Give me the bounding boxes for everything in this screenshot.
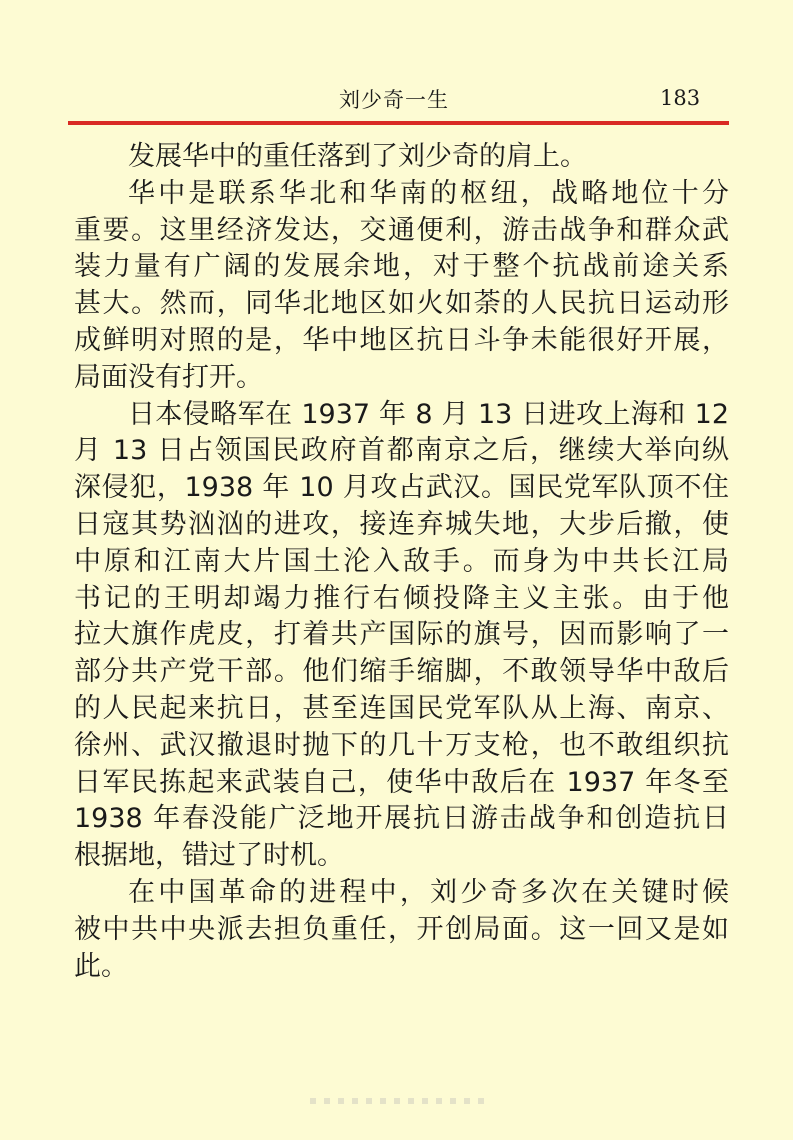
text-line: 日本侵略军在 1937 年 8 月 13 日进攻上海和 12 [128, 398, 729, 430]
body-text [74, 139, 729, 985]
text-line: 拉大旗作虎皮，打着共产国际的旗号，因而影响了一 [74, 619, 729, 651]
text-line: 重要。这里经济发达，交通便利，游击战争和群众武 [74, 214, 729, 246]
text-line: 书记的王明却竭力推行右倾投降主义主张。由于他 [74, 582, 729, 614]
text-line: 日军民拣起来武装自己，使华中敌后在 1937 年冬至 [74, 766, 729, 798]
footer-smudge [310, 1098, 490, 1104]
text-line: 成鲜明对照的是，华中地区抗日斗争未能很好开展， [74, 324, 729, 356]
text-line: 徐州、武汉撤退时抛下的几十万支枪，也不敢组织抗 [74, 729, 729, 761]
text-line: 被中共中央派去担负重任，开创局面。这一回又是如 [74, 913, 729, 945]
text-line: 甚大。然而，同华北地区如火如荼的人民抗日运动形 [74, 288, 729, 320]
text-line: 部分共产党干部。他们缩手缩脚，不敢领导华中敌后 [74, 656, 729, 688]
text-line: 发展华中的重任落到了刘少奇的肩上。 [128, 141, 587, 172]
text-line: 深侵犯，1938 年 10 月攻占武汉。国民党军队顶不住 [74, 472, 729, 504]
header-rule [68, 121, 729, 125]
text-line: 1938 年春没能广泛地开展抗日游击战争和创造抗日 [74, 803, 729, 835]
text-line: 根据地，错过了时机。 [74, 840, 344, 872]
text-line: 华中是联系华北和华南的枢纽，战略地位十分 [128, 177, 729, 209]
text-line: 此。 [74, 950, 128, 982]
running-header-title: 刘少奇一生 [339, 88, 449, 112]
text-line: 日寇其势汹汹的进攻，接连弃城失地，大步后撤，使 [74, 508, 729, 540]
page-number: 183 [660, 86, 701, 110]
text-line: 局面没有打开。 [74, 361, 263, 393]
text-line: 的人民起来抗日，甚至连国民党军队从上海、南京、 [74, 692, 729, 724]
text-line: 月 13 日占领国民政府首都南京之后，继续大举向纵 [74, 435, 729, 467]
text-line: 在中国革命的进程中，刘少奇多次在关键时候 [128, 876, 729, 908]
text-line: 中原和江南大片国土沦入敌手。而身为中共长江局 [74, 545, 729, 577]
text-line: 装力量有广阔的发展余地，对于整个抗战前途关系 [74, 251, 729, 283]
